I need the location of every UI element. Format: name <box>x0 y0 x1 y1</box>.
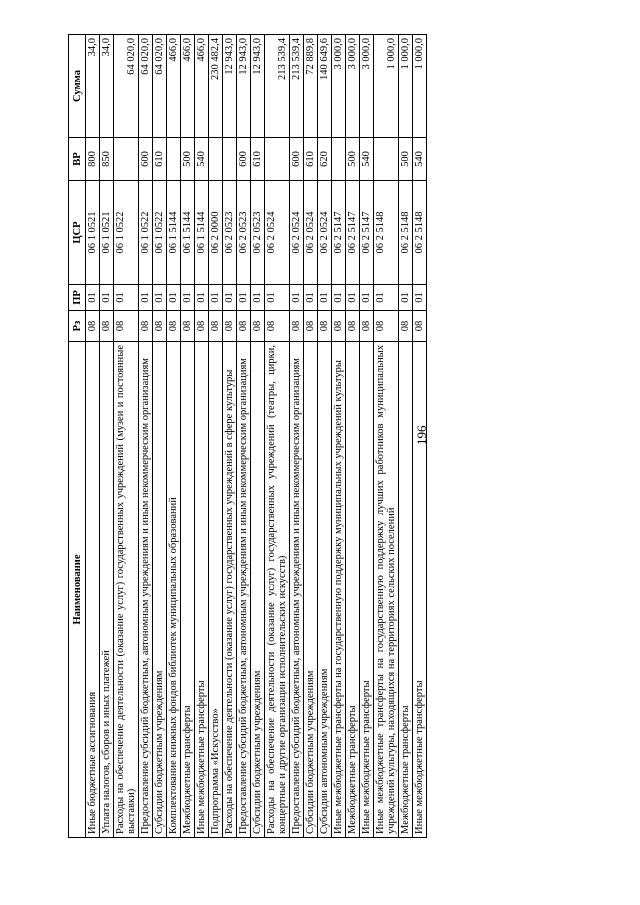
cell-sum: 213 539,4 <box>290 35 304 138</box>
cell-sum: 230 482,4 <box>209 35 223 138</box>
cell-sum: 3 000,0 <box>346 35 360 138</box>
cell-csr: 06 2 5148 <box>413 181 427 285</box>
cell-rz: 08 <box>237 311 251 342</box>
cell-vr <box>374 138 399 181</box>
table-row <box>237 35 251 838</box>
cell-pr: 01 <box>290 285 304 311</box>
cell-rz: 08 <box>332 311 346 342</box>
cell-sum: 72 889,8 <box>304 35 318 138</box>
table-row <box>181 35 195 838</box>
cell-pr: 01 <box>251 285 265 311</box>
cell-rz: 08 <box>100 311 114 342</box>
cell-name: Подпрограмма «Искусство» <box>209 342 223 838</box>
cell-pr: 01 <box>209 285 223 311</box>
cell-csr: 06 2 0523 <box>251 181 265 285</box>
cell-pr: 01 <box>304 285 318 311</box>
cell-csr: 06 1 5144 <box>167 181 181 285</box>
cell-sum: 1 000,0 <box>374 35 399 138</box>
cell-vr: 600 <box>237 138 251 181</box>
table-row <box>399 35 413 838</box>
cell-vr <box>114 138 139 181</box>
cell-pr: 01 <box>195 285 209 311</box>
cell-name: Субсидии автономным учреждениям <box>318 342 332 838</box>
cell-pr: 01 <box>399 285 413 311</box>
cell-pr: 01 <box>413 285 427 311</box>
cell-vr <box>332 138 346 181</box>
cell-name: Предоставление субсидий бюджетным, автономным учреждениям и иным некоммерческим организациям <box>290 342 304 838</box>
budget-table <box>68 34 427 838</box>
cell-vr: 850 <box>100 138 114 181</box>
cell-csr: 06 2 5147 <box>346 181 360 285</box>
table-row <box>209 35 223 838</box>
header-name: Наименование <box>69 342 86 838</box>
cell-csr: 06 2 5147 <box>360 181 374 285</box>
cell-name: Межбюджетные трансферты <box>181 342 195 838</box>
cell-vr: 610 <box>251 138 265 181</box>
cell-csr: 06 1 0521 <box>86 181 100 285</box>
table-row <box>360 35 374 838</box>
cell-vr: 800 <box>86 138 100 181</box>
cell-rz: 08 <box>114 311 139 342</box>
cell-pr: 01 <box>265 285 290 311</box>
cell-rz: 08 <box>153 311 167 342</box>
cell-vr: 500 <box>346 138 360 181</box>
table-row <box>223 35 237 838</box>
cell-pr: 01 <box>86 285 100 311</box>
cell-sum: 466,0 <box>195 35 209 138</box>
table-row <box>318 35 332 838</box>
cell-sum: 466,0 <box>181 35 195 138</box>
page-number: 196 <box>414 425 429 445</box>
cell-sum: 140 649,6 <box>318 35 332 138</box>
cell-pr: 01 <box>360 285 374 311</box>
header-csr: ЦСР <box>69 181 86 285</box>
cell-rz: 08 <box>304 311 318 342</box>
cell-csr: 06 1 0522 <box>139 181 153 285</box>
table-row <box>86 35 100 838</box>
cell-vr: 610 <box>304 138 318 181</box>
cell-vr: 540 <box>195 138 209 181</box>
cell-rz: 08 <box>346 311 360 342</box>
cell-pr: 01 <box>374 285 399 311</box>
table-row <box>346 35 360 838</box>
cell-csr: 06 1 0521 <box>100 181 114 285</box>
cell-rz: 08 <box>181 311 195 342</box>
table-row <box>332 35 346 838</box>
cell-csr: 06 2 0000 <box>209 181 223 285</box>
cell-name: Субсидии бюджетным учреждениям <box>251 342 265 838</box>
cell-vr: 610 <box>153 138 167 181</box>
header-sum: Сумма <box>69 35 86 138</box>
cell-pr: 01 <box>100 285 114 311</box>
table-row <box>153 35 167 838</box>
cell-sum: 34,0 <box>100 35 114 138</box>
cell-name: Предоставление субсидий бюджетным, автономным учреждениям и иным некоммерческим организациям <box>139 342 153 838</box>
table-row <box>114 35 139 838</box>
cell-sum: 64 020,0 <box>153 35 167 138</box>
cell-sum: 3 000,0 <box>360 35 374 138</box>
cell-vr: 500 <box>399 138 413 181</box>
cell-sum: 213 539,4 <box>265 35 290 138</box>
cell-vr: 620 <box>318 138 332 181</box>
cell-sum: 466,0 <box>167 35 181 138</box>
table-row <box>100 35 114 838</box>
cell-rz: 08 <box>265 311 290 342</box>
cell-rz: 08 <box>139 311 153 342</box>
cell-name: Субсидии бюджетным учреждениям <box>304 342 318 838</box>
cell-vr <box>265 138 290 181</box>
cell-csr: 06 1 5144 <box>181 181 195 285</box>
cell-pr: 01 <box>346 285 360 311</box>
table-row <box>251 35 265 838</box>
cell-pr: 01 <box>153 285 167 311</box>
cell-csr: 06 2 0524 <box>290 181 304 285</box>
cell-name: Уплата налогов, сборов и иных платежей <box>100 342 114 838</box>
cell-sum: 64 020,0 <box>114 35 139 138</box>
cell-pr: 01 <box>139 285 153 311</box>
cell-name: Иные межбюджетные трансферты <box>360 342 374 838</box>
cell-csr: 06 2 0524 <box>265 181 290 285</box>
cell-rz: 08 <box>251 311 265 342</box>
cell-csr: 06 2 0523 <box>223 181 237 285</box>
cell-csr: 06 2 5148 <box>399 181 413 285</box>
cell-name: Расходы на обеспечение деятельности (оказание услуг) государственных учреждений (музеи и постоянные выставки) <box>114 342 139 838</box>
table-row <box>374 35 399 838</box>
cell-csr: 06 2 0524 <box>318 181 332 285</box>
cell-rz: 08 <box>374 311 399 342</box>
cell-name: Иные межбюджетные трансферты на государственную поддержку муниципальных учреждений культуры <box>332 342 346 838</box>
cell-vr: 600 <box>290 138 304 181</box>
cell-pr: 01 <box>332 285 346 311</box>
cell-name: Иные бюджетные ассигнования <box>86 342 100 838</box>
cell-name: Субсидии бюджетным учреждениям <box>153 342 167 838</box>
cell-vr: 600 <box>139 138 153 181</box>
cell-vr <box>223 138 237 181</box>
header-vr: ВР <box>69 138 86 181</box>
cell-vr: 540 <box>360 138 374 181</box>
cell-pr: 01 <box>318 285 332 311</box>
cell-name: Расходы на обеспечение деятельности (оказание услуг) государственных учреждений в сфере культуры <box>223 342 237 838</box>
table-row <box>290 35 304 838</box>
header-pr: ПР <box>69 285 86 311</box>
table-row <box>265 35 290 838</box>
cell-rz: 08 <box>360 311 374 342</box>
cell-rz: 08 <box>399 311 413 342</box>
cell-pr: 01 <box>181 285 195 311</box>
cell-rz: 08 <box>318 311 332 342</box>
rotated-table-container <box>68 35 549 838</box>
cell-sum: 12 943,0 <box>251 35 265 138</box>
cell-pr: 01 <box>114 285 139 311</box>
cell-sum: 1 000,0 <box>399 35 413 138</box>
cell-sum: 1 000,0 <box>413 35 427 138</box>
table-header-row <box>69 35 86 838</box>
cell-rz: 08 <box>167 311 181 342</box>
cell-pr: 01 <box>167 285 181 311</box>
table-row <box>304 35 318 838</box>
cell-name: Иные межбюджетные трансферты <box>195 342 209 838</box>
cell-rz: 08 <box>290 311 304 342</box>
table-row <box>167 35 181 838</box>
cell-name: Расходы на обеспечение деятельности (оказание услуг) государственных учреждений (театры, цирки, концертные и другие организации исполнительских искусств) <box>265 342 290 838</box>
cell-vr <box>209 138 223 181</box>
cell-name: Комплектование книжных фондов библиотек муниципальных образований <box>167 342 181 838</box>
cell-csr: 06 2 0524 <box>304 181 318 285</box>
cell-vr: 540 <box>413 138 427 181</box>
cell-csr: 06 1 0522 <box>114 181 139 285</box>
table-row <box>139 35 153 838</box>
cell-pr: 01 <box>237 285 251 311</box>
cell-sum: 64 020,0 <box>139 35 153 138</box>
table-body <box>86 35 427 838</box>
cell-name: Предоставление субсидий бюджетным, автономным учреждениям и иным некоммерческим организациям <box>237 342 251 838</box>
header-rz: Рз <box>69 311 86 342</box>
cell-rz: 08 <box>86 311 100 342</box>
cell-name: Иные межбюджетные трансферты на государственную поддержку лучших работников муниципальных учреждений культуры, находящихся на территориях сельских поселений <box>374 342 399 838</box>
cell-sum: 12 943,0 <box>237 35 251 138</box>
cell-name: Межбюджетные трансферты <box>399 342 413 838</box>
table-row <box>195 35 209 838</box>
cell-pr: 01 <box>223 285 237 311</box>
cell-csr: 06 1 5144 <box>195 181 209 285</box>
cell-csr: 06 2 5147 <box>332 181 346 285</box>
table-row <box>413 35 427 838</box>
cell-rz: 08 <box>209 311 223 342</box>
cell-csr: 06 1 0522 <box>153 181 167 285</box>
cell-vr: 500 <box>181 138 195 181</box>
cell-sum: 12 943,0 <box>223 35 237 138</box>
cell-name: Межбюджетные трансферты <box>346 342 360 838</box>
cell-vr <box>167 138 181 181</box>
cell-rz: 08 <box>195 311 209 342</box>
cell-name: Иные межбюджетные трансферты <box>413 342 427 838</box>
cell-sum: 3 000,0 <box>332 35 346 138</box>
cell-csr: 06 2 5148 <box>374 181 399 285</box>
cell-csr: 06 2 0523 <box>237 181 251 285</box>
cell-rz: 08 <box>223 311 237 342</box>
cell-rz: 08 <box>413 311 427 342</box>
cell-sum: 34,0 <box>86 35 100 138</box>
